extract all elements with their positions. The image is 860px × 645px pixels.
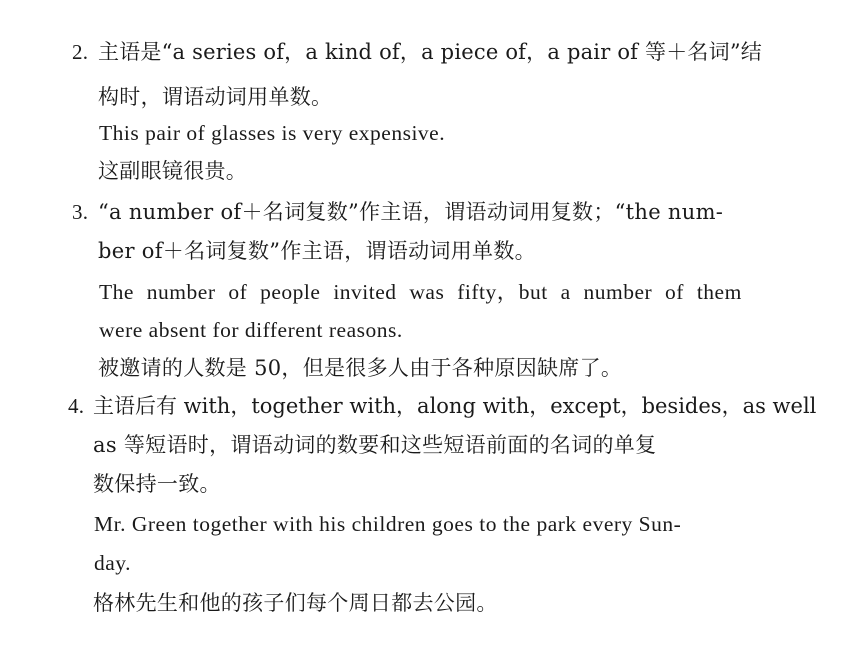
item-number: 2. xyxy=(72,40,89,64)
example-translation-zh: 被邀请的人数是 50，但是很多人由于各种原因缺席了。 xyxy=(98,356,623,380)
example-translation-zh: 格林先生和他的孩子们每个周日都去公园。 xyxy=(93,591,498,615)
rule-text-line: 数保持一致。 xyxy=(93,472,221,496)
rule-text-line: 主语是“a series of，a kind of，a piece of，a pair of 等＋名词”结 xyxy=(98,40,762,64)
rule-text-line: 构时，谓语动词用单数。 xyxy=(98,85,333,109)
example-sentence-en: Mr. Green together with his children goes to the park every Sun- xyxy=(94,512,682,536)
example-sentence-en: This pair of glasses is very expensive. xyxy=(99,121,446,145)
example-sentence-en: day. xyxy=(94,551,132,575)
item-number: 3. xyxy=(72,200,89,224)
rule-text-line: ber of＋名词复数”作主语，谓语动词用单数。 xyxy=(98,239,536,263)
rule-text-line: 主语后有 with，together with，along with，except，besides，as well xyxy=(93,394,817,418)
rule-text-line: “a number of＋名词复数”作主语，谓语动词用复数；“the num- xyxy=(98,200,724,224)
example-translation-zh: 这副眼镜很贵。 xyxy=(98,159,248,183)
item-number: 4. xyxy=(68,394,85,418)
rule-text-line: as 等短语时，谓语动词的数要和这些短语前面的名词的单复 xyxy=(93,433,657,457)
example-sentence-en: The number of people invited was fifty，but a number of them xyxy=(99,280,742,304)
example-sentence-en: were absent for different reasons. xyxy=(99,318,403,342)
